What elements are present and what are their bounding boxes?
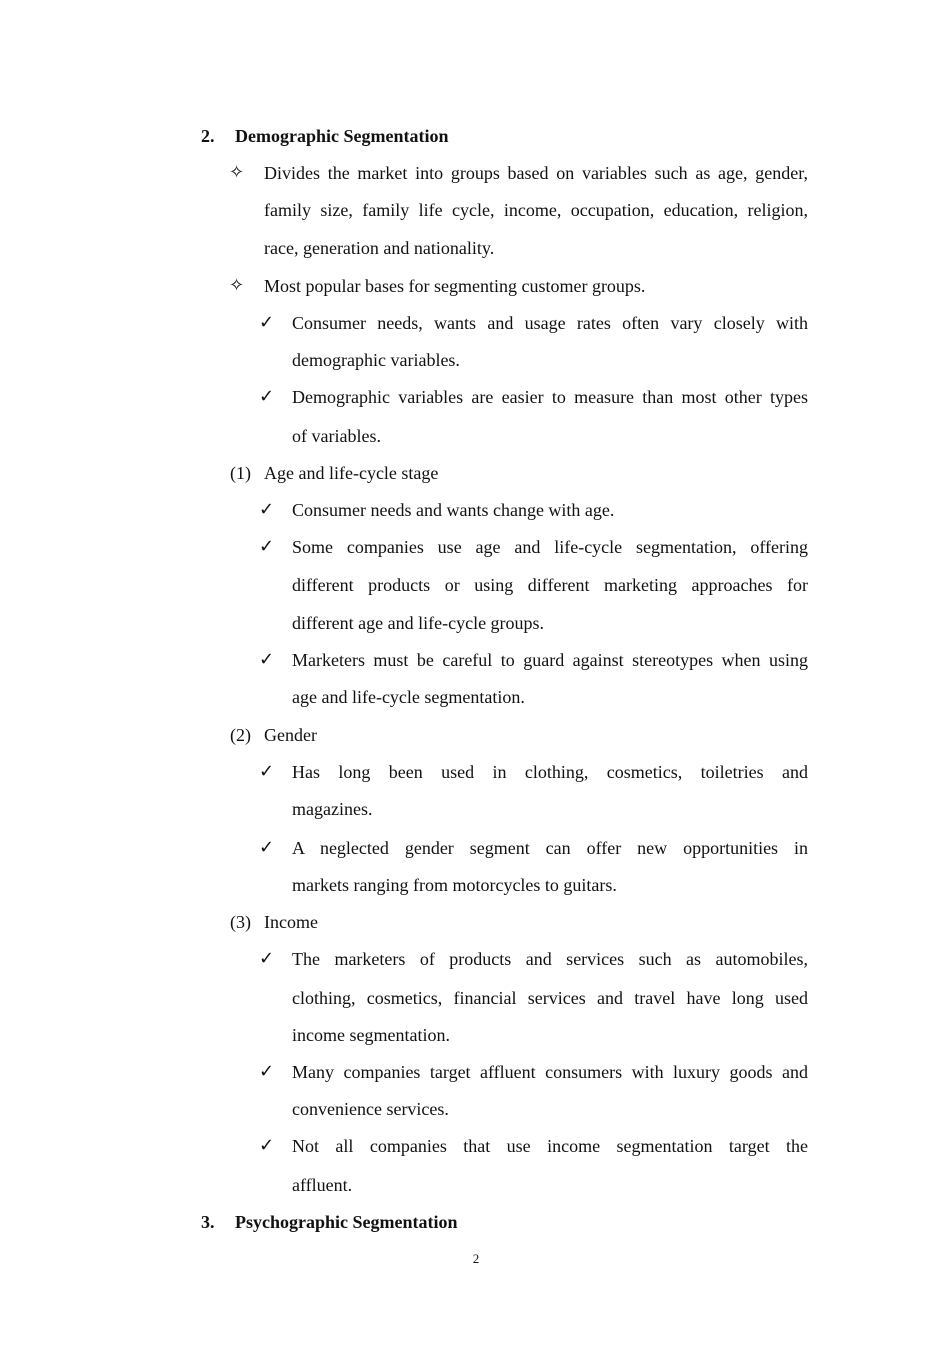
checkmark-icon: ✓: [259, 649, 275, 670]
subsection-marker: (1): [230, 463, 251, 483]
check-text-line: Demographic variables are easier to measure than most other types: [292, 387, 808, 407]
check-text-line: Has long been used in clothing, cosmetics, toiletries and: [292, 762, 808, 782]
checkmark-icon: ✓: [259, 499, 275, 520]
check-text-line: different products or using different marketing approaches for: [292, 575, 808, 595]
section-title: Psychographic Segmentation: [235, 1212, 458, 1232]
section-title: Demographic Segmentation: [235, 126, 449, 146]
check-text-line: Marketers must be careful to guard against stereotypes when using: [292, 650, 808, 670]
bullet-text-line: race, generation and nationality.: [264, 238, 495, 258]
subsection-title: Age and life-cycle stage: [264, 463, 439, 483]
check-text-line: Consumer needs, wants and usage rates often vary closely with: [292, 313, 808, 333]
check-text-line: affluent.: [292, 1175, 353, 1195]
checkmark-icon: ✓: [259, 948, 275, 969]
subsection-marker: (2): [230, 725, 251, 745]
bullet-text-line: Divides the market into groups based on variables such as age, gender,: [264, 163, 808, 183]
subsection-marker: (3): [230, 912, 251, 932]
check-text-line: age and life-cycle segmentation.: [292, 687, 525, 707]
checkmark-icon: ✓: [259, 837, 275, 858]
subsection-title: Gender: [264, 725, 317, 745]
subsection-title: Income: [264, 912, 318, 932]
section-number: 3.: [201, 1212, 215, 1232]
checkmark-icon: ✓: [259, 312, 275, 333]
checkmark-icon: ✓: [259, 1135, 275, 1156]
check-text-line: different age and life-cycle groups.: [292, 613, 545, 633]
checkmark-icon: ✓: [259, 1061, 275, 1082]
page-number: 2: [472, 1251, 480, 1266]
diamond-star-icon: ✧: [229, 275, 245, 296]
diamond-star-icon: ✧: [229, 162, 245, 183]
check-text-line: A neglected gender segment can offer new opportunities in: [292, 838, 808, 858]
check-text-line: Consumer needs and wants change with age.: [292, 500, 615, 520]
checkmark-icon: ✓: [259, 536, 275, 557]
check-text-line: Some companies use age and life-cycle segmentation, offering: [292, 537, 808, 557]
checkmark-icon: ✓: [259, 761, 275, 782]
check-text-line: clothing, cosmetics, financial services and travel have long used: [292, 988, 808, 1008]
check-text-line: of variables.: [292, 426, 381, 446]
check-text-line: The marketers of products and services such as automobiles,: [292, 949, 808, 969]
check-text-line: Many companies target affluent consumers with luxury goods and: [292, 1062, 808, 1082]
check-text-line: magazines.: [292, 799, 373, 819]
section-number: 2.: [201, 126, 215, 146]
check-text-line: Not all companies that use income segmentation target the: [292, 1136, 808, 1156]
checkmark-icon: ✓: [259, 386, 275, 407]
check-text-line: markets ranging from motorcycles to guitars.: [292, 875, 617, 895]
check-text-line: income segmentation.: [292, 1025, 450, 1045]
bullet-text-line: family size, family life cycle, income, occupation, education, religion,: [264, 200, 808, 220]
check-text-line: demographic variables.: [292, 350, 460, 370]
check-text-line: convenience services.: [292, 1099, 449, 1119]
bullet-text-line: Most popular bases for segmenting customer groups.: [264, 276, 646, 296]
